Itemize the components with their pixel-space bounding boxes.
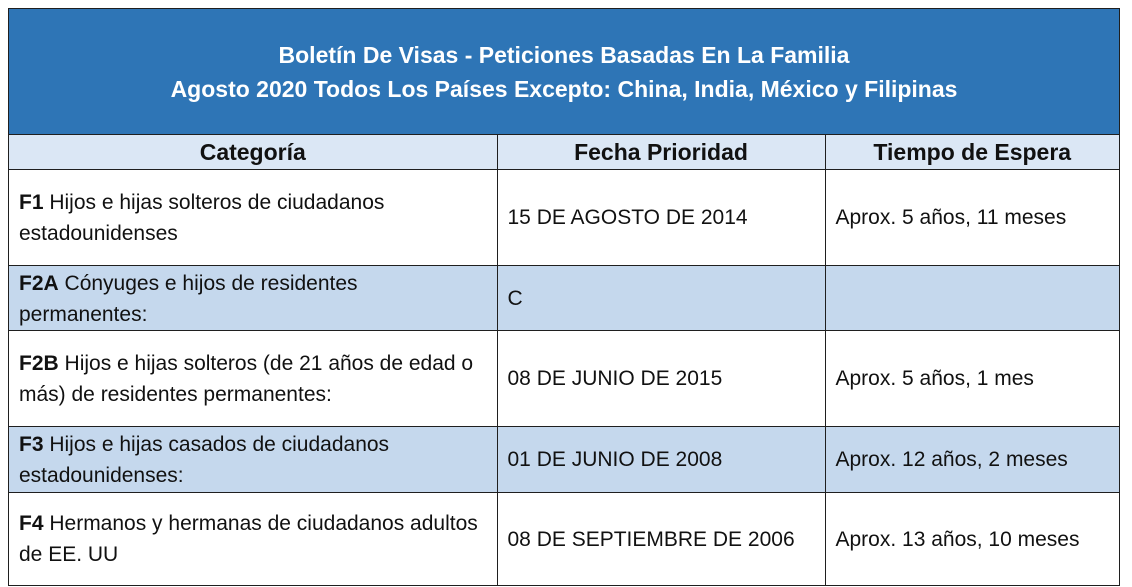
category-code: F2A	[19, 272, 59, 295]
table-row	[9, 266, 1119, 331]
priority-date-cell: 01 DE JUNIO DE 2008	[497, 427, 825, 493]
title-line-1: Boletín De Visas - Peticiones Basadas En La Familia	[278, 41, 850, 68]
category-cell	[9, 331, 497, 427]
column-header-tiempo-espera: Tiempo de Espera	[825, 135, 1119, 170]
table-header-row	[9, 135, 1119, 170]
category-cell	[9, 266, 497, 331]
table-row	[9, 331, 1119, 427]
visa-bulletin-table-container	[8, 8, 1120, 586]
category-cell	[9, 493, 497, 586]
category-description: Cónyuges e hijos de residentes permanentes:	[19, 272, 358, 326]
category-cell	[9, 427, 497, 493]
category-cell	[9, 170, 497, 266]
category-code: F1	[19, 190, 44, 214]
category-code: F2B	[19, 351, 59, 375]
category-code: F4	[19, 512, 44, 535]
priority-date-cell: 08 DE SEPTIEMBRE DE 2006	[497, 493, 825, 586]
column-header-fecha-prioridad: Fecha Prioridad	[497, 135, 825, 170]
priority-date-cell: 15 DE AGOSTO DE 2014	[497, 170, 825, 266]
table-row	[9, 170, 1119, 266]
category-description: Hermanos y hermanas de ciudadanos adultos de EE. UU	[19, 512, 478, 566]
table-row	[9, 493, 1119, 586]
wait-time-cell: Aprox. 5 años, 1 mes	[825, 331, 1119, 427]
table-row	[9, 427, 1119, 493]
title-banner	[9, 9, 1119, 135]
wait-time-cell: Aprox. 5 años, 11 meses	[825, 170, 1119, 266]
category-code: F3	[19, 433, 44, 456]
wait-time-cell: Aprox. 13 años, 10 meses	[835, 527, 1080, 551]
column-header-categoria: Categoría	[9, 135, 497, 170]
visa-bulletin-table	[9, 135, 1119, 585]
category-description: Hijos e hijas solteros (de 21 años de edad o más) de residentes permanentes:	[19, 351, 474, 406]
priority-date-cell: 08 DE JUNIO DE 2015	[497, 331, 825, 427]
category-description: Hijos e hijas casados de ciudadanos estadounidenses:	[19, 433, 390, 487]
category-description: Hijos e hijas solteros de ciudadanos estadounidenses	[19, 190, 385, 245]
wait-time-cell	[825, 266, 1119, 331]
title-line-2: Agosto 2020 Todos Los Países Excepto: China, India, México y Filipinas	[170, 75, 958, 102]
priority-date-cell: C	[497, 266, 825, 331]
wait-time-cell: Aprox. 12 años, 2 meses	[825, 427, 1119, 493]
